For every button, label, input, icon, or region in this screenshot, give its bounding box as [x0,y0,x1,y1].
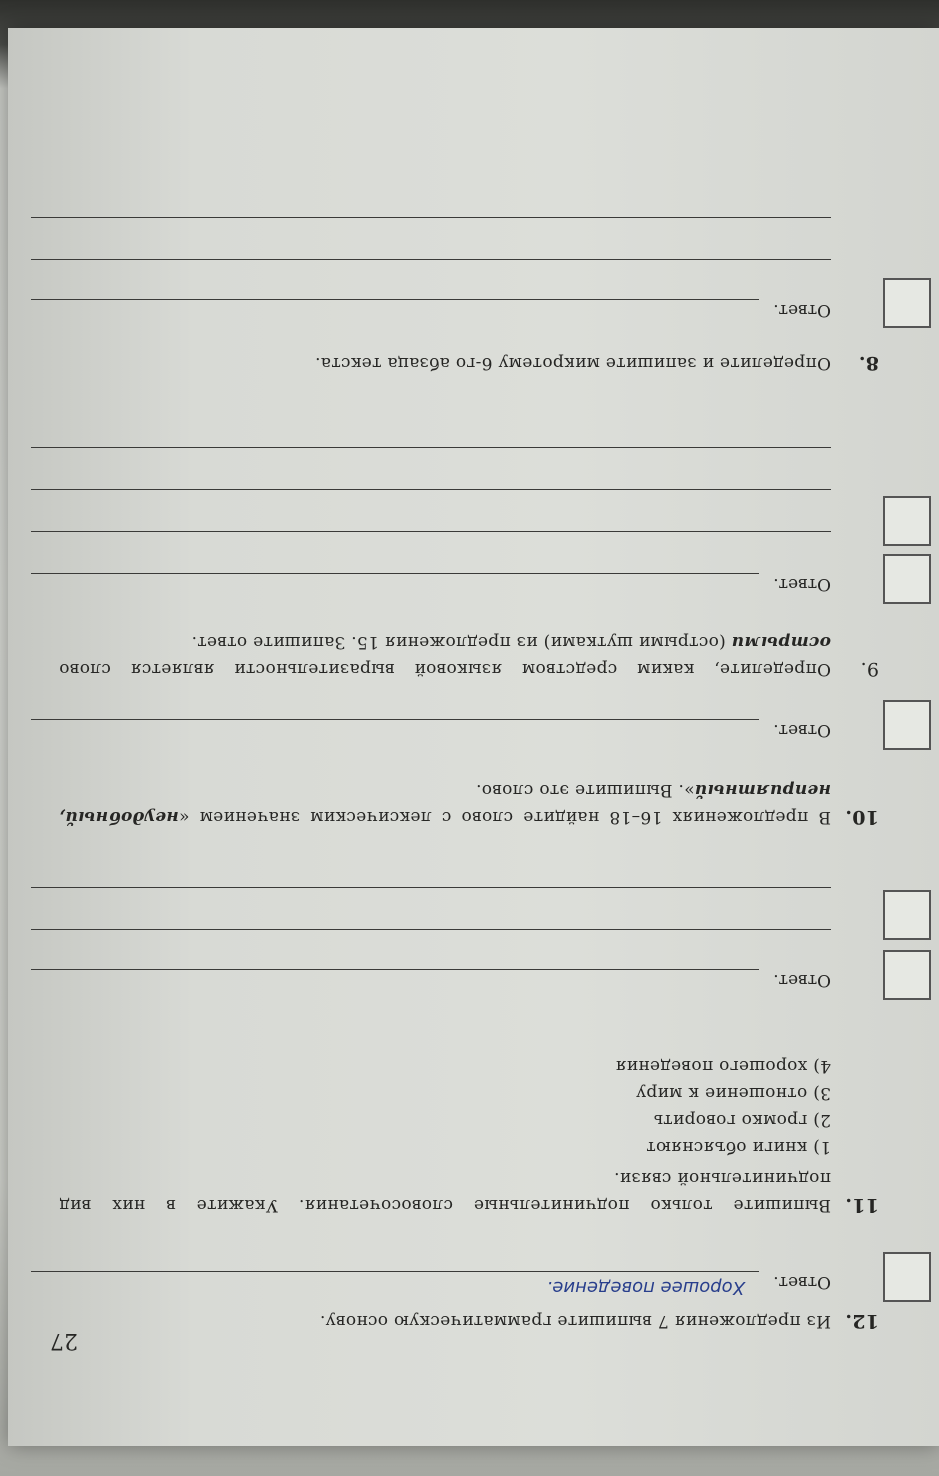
task-text-part: ». Выпишите это слово. [475,780,695,800]
answer-line[interactable] [31,887,831,888]
answer-label: Ответ. [773,300,831,320]
answer-line[interactable] [31,259,831,260]
task-text-part: Определите, каким средством языковой выразительности является слово [59,659,831,679]
answer-line[interactable] [31,719,759,720]
answer-line[interactable] [31,447,831,448]
exam-page [8,28,939,1446]
task-8 [59,349,879,376]
answer-line[interactable] [31,573,759,574]
answer-line[interactable] [31,531,831,532]
answer-line[interactable] [31,489,831,490]
answer-box-11a[interactable] [883,950,931,1000]
answer-label: Ответ. [773,970,831,990]
answer-8 [31,294,831,320]
answer-line[interactable] [31,929,831,930]
answer-box-10[interactable] [883,700,931,750]
option-4: 4) хорошего поведения [615,1056,831,1076]
task-number: 9. [860,658,879,680]
answer-label: Ответ. [773,1272,831,1292]
answer-box-11b[interactable] [883,890,931,940]
task-text: Определите и запишите микротему 6-го абзаца текста. [314,353,831,373]
answer-label: Ответ. [773,720,831,740]
answer-box-8[interactable] [883,278,931,328]
exam-paper [8,28,939,1446]
answer-box-9b[interactable] [883,496,931,546]
task-text: Из предложения 7 выпишите грамматическую основу. [319,1311,831,1331]
answer-10 [31,714,831,740]
answer-line[interactable] [31,1271,759,1272]
option-2: 2) громко говорить [653,1110,831,1130]
handwritten-answer: Хорошее поведение. [546,1277,745,1298]
task-10 [59,776,879,830]
task-text-italic: неудобный, неприятный [59,780,831,827]
answer-line[interactable] [31,217,831,218]
page-number: 27 [50,1328,78,1353]
task-text-part: В предложениях 16–18 найдите слово с лексическим значением « [178,807,831,827]
task-number: 10. [845,806,879,828]
task-12 [59,1307,879,1334]
option-1: 1) книги объясняют [646,1137,831,1157]
task-text-italic: острыми [731,632,831,652]
answer-line[interactable] [31,969,759,970]
task-text [59,628,831,682]
answer-12 [31,1266,831,1298]
answer-9 [31,568,831,594]
task-text: Выпишите только подчинительные словосочетания. Укажите в них вид подчинительной связи. [59,1168,831,1215]
task-9 [59,628,879,682]
answer-11 [31,964,831,990]
task-11 [59,1052,879,1218]
task-number: 8. [858,352,879,374]
answer-line[interactable] [31,299,759,300]
task-number: 12. [845,1310,879,1332]
task-text [59,776,831,830]
answer-box-12[interactable] [883,1252,931,1302]
options-list [59,1052,831,1160]
answer-box-9a[interactable] [883,554,931,604]
task-text-part: (острыми шутками) из предложения 15. Запишите ответ. [191,632,732,652]
task-number: 11. [845,1194,879,1216]
option-3: 3) отношение к миру [635,1083,831,1103]
answer-label: Ответ. [773,574,831,594]
